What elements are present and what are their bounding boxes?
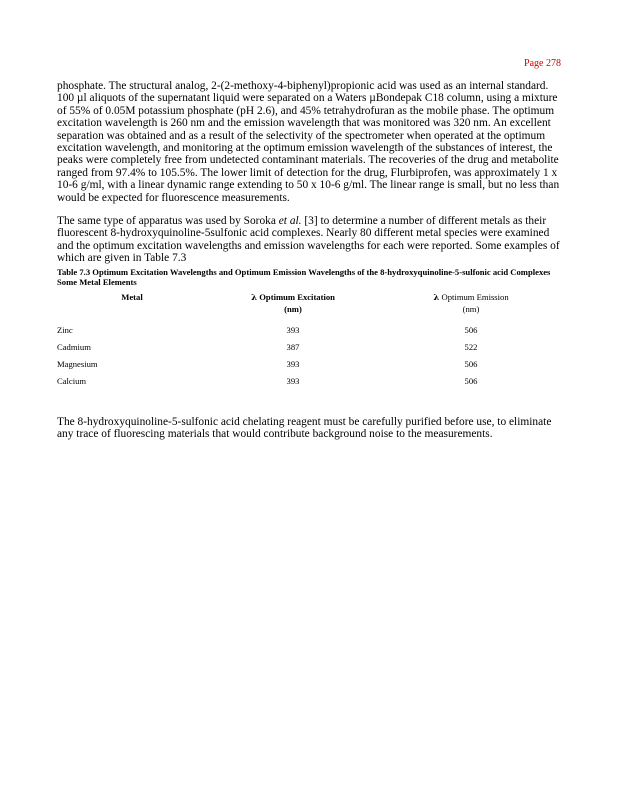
cell-excitation: 393: [286, 376, 300, 386]
lambda-symbol: λ: [433, 292, 440, 303]
paragraph-method: phosphate. The structural analog, 2-(2-methoxy-4-biphenyl)propionic acid was used as an internal standard. 100 µl aliquots of the supernatant liquid were separated on a Waters µBondepak C18 column, using a mixture of 55% of 0.05M potassium phosphate (pH 2.6), and 45% tetrahydrofuran as the mobile phase. The optimum excitation wavelength is 260 nm and the emission wavelength that was monitored was 320 nm. An excellent separation was obtained and as a result of the selectivity of the spectrometer when operated at the optimum excitation wavelength, and monitoring at the optimum emission wavelength of the substances of interest, the peaks were completely free from undetected contaminant materials. The recoveries of the drug and metabolite ranged from 97.4% to 105.5%. The lower limit of detection for the drug, Flurbiprofen, was approximately 1 x 10-6 g/ml, with a linear dynamic range extending to 50 x 10-6 g/ml. The linear range is small, but no less than would be expected for fluorescence measurements.: [57, 80, 560, 204]
cell-metal: Magnesium: [57, 359, 98, 369]
cell-emission: 522: [464, 342, 478, 352]
header-emission-unit: (nm): [462, 304, 480, 314]
metal-wavelength-table: [57, 292, 563, 390]
header-emission-label: Optimum Emission: [441, 291, 509, 302]
cell-metal: Calcium: [57, 376, 87, 386]
lambda-symbol: λ: [251, 292, 258, 303]
paragraph-soroka: [57, 215, 563, 265]
table-caption: Table 7.3 Optimum Excitation Wavelengths and Optimum Emission Wavelengths of the 8-hydroxyquinoline-5-sulfonic acid Complexes Some Metal Elements: [57, 266, 551, 288]
cell-excitation: 393: [286, 325, 300, 335]
cell-emission: 506: [464, 359, 478, 369]
cell-metal: Zinc: [57, 325, 73, 335]
cell-emission: 506: [464, 325, 478, 335]
cell-emission: 506: [464, 376, 478, 386]
table-row: [57, 316, 563, 339]
table-row: [57, 356, 563, 373]
table-header-row: [57, 292, 563, 316]
header-emission: [379, 292, 563, 316]
header-excitation-unit: (nm): [284, 304, 302, 314]
cell-excitation: 393: [286, 359, 300, 369]
header-metal: Metal: [121, 291, 143, 302]
page-body: [57, 80, 563, 440]
cell-metal: Cadmium: [57, 342, 91, 352]
citation-et-al: et al.: [278, 215, 302, 228]
table-row: [57, 339, 563, 356]
paragraph-soroka-start: The same type of apparatus was used by Soroka: [57, 215, 279, 228]
paragraph-closing: The 8-hydroxyquinoline-5-sulfonic acid chelating reagent must be carefully purified before use, to eliminate any trace of fluorescing materials that would contribute background noise to the measurements.: [57, 415, 552, 440]
header-excitation-label: Optimum Excitation: [259, 291, 335, 302]
table-row: [57, 373, 563, 390]
page-number: Page 278: [524, 58, 561, 69]
paragraph-soroka-rest: [3] to determine a number of different metals as their fluorescent 8-hydroxyquinoline-5sulfonic acid complexes. Nearly 80 different metal species were examined and the optimum excitation wavelengths and emission wavelengths for each were reported. Some examples of which are given in Table 7.3: [57, 215, 560, 265]
cell-excitation: 387: [286, 342, 300, 352]
header-excitation: [207, 292, 379, 316]
